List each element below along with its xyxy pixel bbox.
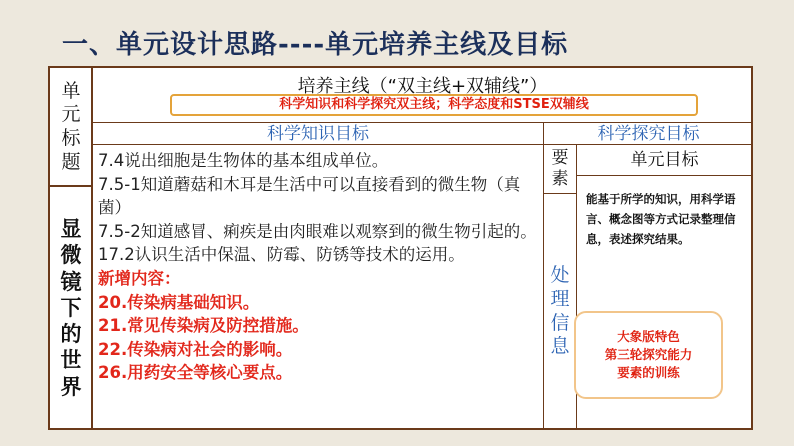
header-title: 培养主线（“双主线+双辅线”） [297, 76, 548, 97]
element-value-char: 理 [550, 287, 570, 310]
unit-label-char: 标 [61, 127, 81, 149]
unit-title-label [50, 68, 92, 186]
list-item: 20.传染病基础知识。 [98, 292, 260, 312]
unit-name-char: 界 [60, 374, 82, 399]
list-item: 7.4说出细胞是生物体的基本组成单位。 [98, 151, 389, 170]
list-item: 21.常见传染病及防控措施。 [98, 316, 309, 336]
element-heading-char: 要 [551, 147, 569, 168]
list-item: 17.2认识生活中保温、防霉、防锈等技术的运用。 [98, 245, 465, 265]
header-subtitle-box: 科学知识和科学探究双主线；科学态度和STSE双辅线 [170, 94, 698, 116]
element-heading-char: 素 [551, 169, 569, 189]
element-value [544, 193, 576, 430]
list-item: 22.传染病对社会的影响。 [98, 339, 293, 359]
unit-label-char: 元 [61, 103, 81, 126]
unit-goal-heading: 单元目标 [630, 150, 699, 170]
unit-label-char: 单 [61, 79, 81, 102]
callout-line: 要素的训练 [617, 365, 680, 380]
element-value-char: 息 [550, 335, 570, 358]
callout-line: 第三轮探究能力 [604, 347, 693, 362]
knowledge-goals-list [92, 145, 544, 430]
unit-name [50, 186, 92, 430]
callout-line: 大象版特色 [617, 329, 680, 344]
element-value-char: 信 [550, 311, 570, 334]
unit-name-char: 显 [60, 217, 82, 242]
unit-goal-text: 能基于所学的知识，用科学语言、概念图等方式记录整理信息，表述探究结果。 [586, 192, 736, 246]
knowledge-goals-heading: 科学知识目标 [267, 124, 369, 144]
element-value-char: 处 [550, 264, 570, 286]
list-item: 7.5-2知道感冒、痢疾是由肉眼难以观察到的微生物引起的。 [98, 221, 537, 241]
element-heading [544, 145, 576, 193]
list-item: 26.用药安全等核心要点。 [98, 363, 293, 383]
new-content-label: 新增内容： [98, 268, 181, 288]
feature-callout [574, 311, 723, 399]
training-mainline-header [92, 68, 753, 123]
page-title: 一、单元设计思路----单元培养主线及目标 [62, 30, 569, 60]
inquiry-goals-heading: 科学探究目标 [597, 124, 700, 144]
unit-name-char: 的 [60, 322, 82, 347]
list-item: 7.5-1知道蘑菇和木耳是生活中可以直接看到的微生物（真菌） [98, 174, 521, 218]
unit-name-char: 微 [60, 243, 82, 268]
unit-label-char: 题 [61, 150, 81, 173]
unit-name-char: 镜 [60, 269, 82, 294]
unit-name-char: 下 [60, 295, 82, 320]
unit-name-char: 世 [60, 348, 82, 373]
